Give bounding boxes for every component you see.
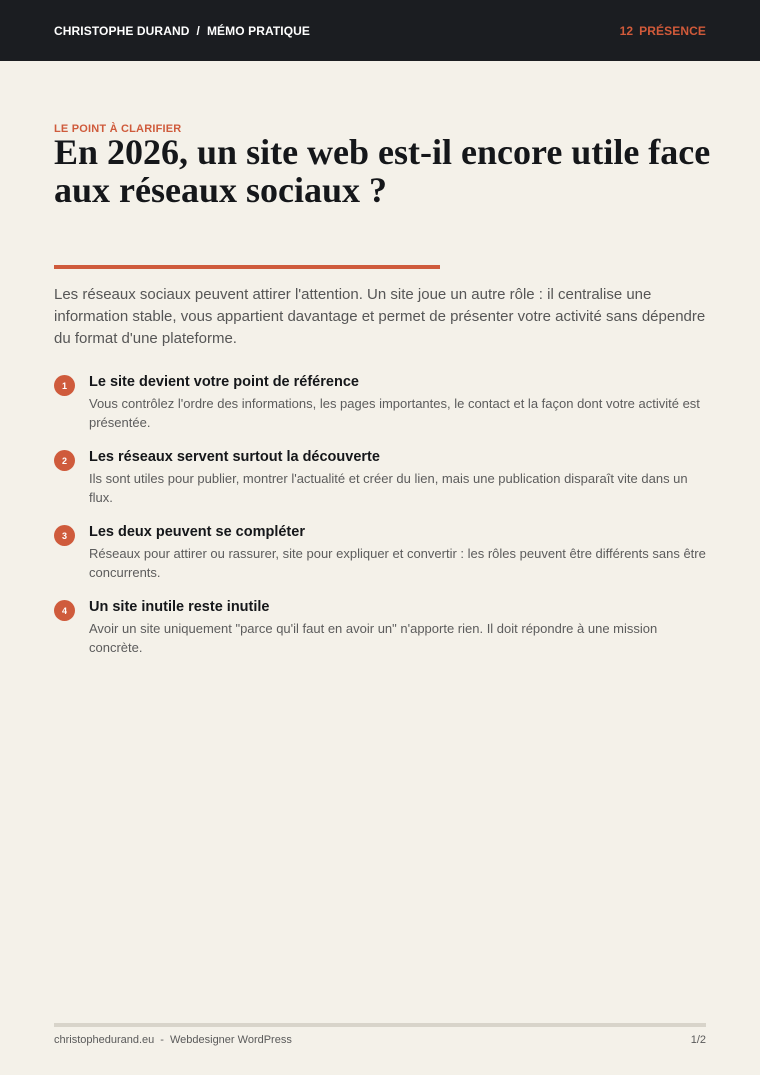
point-title: Les réseaux servent surtout la découverte xyxy=(89,449,380,465)
point-text: Vous contrôlez l'ordre des informations, les pages importantes, le contact et la façon dont votre activité est présentée. xyxy=(89,396,700,430)
point-text: Ils sont utiles pour publier, montrer l'actualité et créer du lien, mais une publication disparaît vite dans un flux. xyxy=(89,471,688,505)
header-separator: / xyxy=(196,23,200,38)
point-text: Réseaux pour attirer ou rassurer, site pour expliquer et convertir : les rôles peuvent être différents sans être concurrents. xyxy=(89,546,706,580)
section-number: 12 xyxy=(619,23,634,38)
footer-role: Webdesigner WordPress xyxy=(169,1034,292,1046)
page-number: 1/2 xyxy=(690,1034,706,1046)
list-item xyxy=(54,449,706,507)
section-tag xyxy=(620,24,706,38)
point-text: Avoir un site uniquement "parce qu'il faut en avoir un" n'apporte rien. Il doit répondre à une mission concrète. xyxy=(89,621,658,655)
list-item xyxy=(54,599,706,657)
accent-divider xyxy=(54,265,440,269)
intro-paragraph: Les réseaux sociaux peuvent attirer l'attention. Un site joue un autre rôle : il centralise une information stable, vous appartient davantage et permet de présenter votre activité sans dépendre du format d'une plateforme. xyxy=(54,286,706,347)
point-title: Les deux peuvent se compléter xyxy=(89,524,305,540)
key-points-list xyxy=(54,374,706,674)
eyebrow-label: LE POINT À CLARIFIER xyxy=(54,123,182,135)
list-item xyxy=(54,374,706,432)
footer-separator: - xyxy=(160,1034,164,1046)
number-badge: 3 xyxy=(54,525,75,546)
header-left xyxy=(54,24,310,38)
point-title: Un site inutile reste inutile xyxy=(89,599,270,615)
list-item xyxy=(54,524,706,582)
footer-left xyxy=(54,1034,292,1046)
section-label: PRÉSENCE xyxy=(639,23,706,38)
number-badge: 4 xyxy=(54,600,75,621)
page-footer xyxy=(54,1034,706,1046)
author-name: CHRISTOPHE DURAND xyxy=(54,23,190,38)
point-title: Le site devient votre point de référence xyxy=(89,374,359,390)
top-bar xyxy=(0,0,760,61)
footer-divider xyxy=(54,1023,706,1027)
number-badge: 1 xyxy=(54,375,75,396)
page-title: En 2026, un site web est-il encore utile face aux réseaux sociaux ? xyxy=(54,132,711,210)
footer-website: christophedurand.eu xyxy=(54,1034,155,1046)
number-badge: 2 xyxy=(54,450,75,471)
doc-type: MÉMO PRATIQUE xyxy=(206,23,311,38)
